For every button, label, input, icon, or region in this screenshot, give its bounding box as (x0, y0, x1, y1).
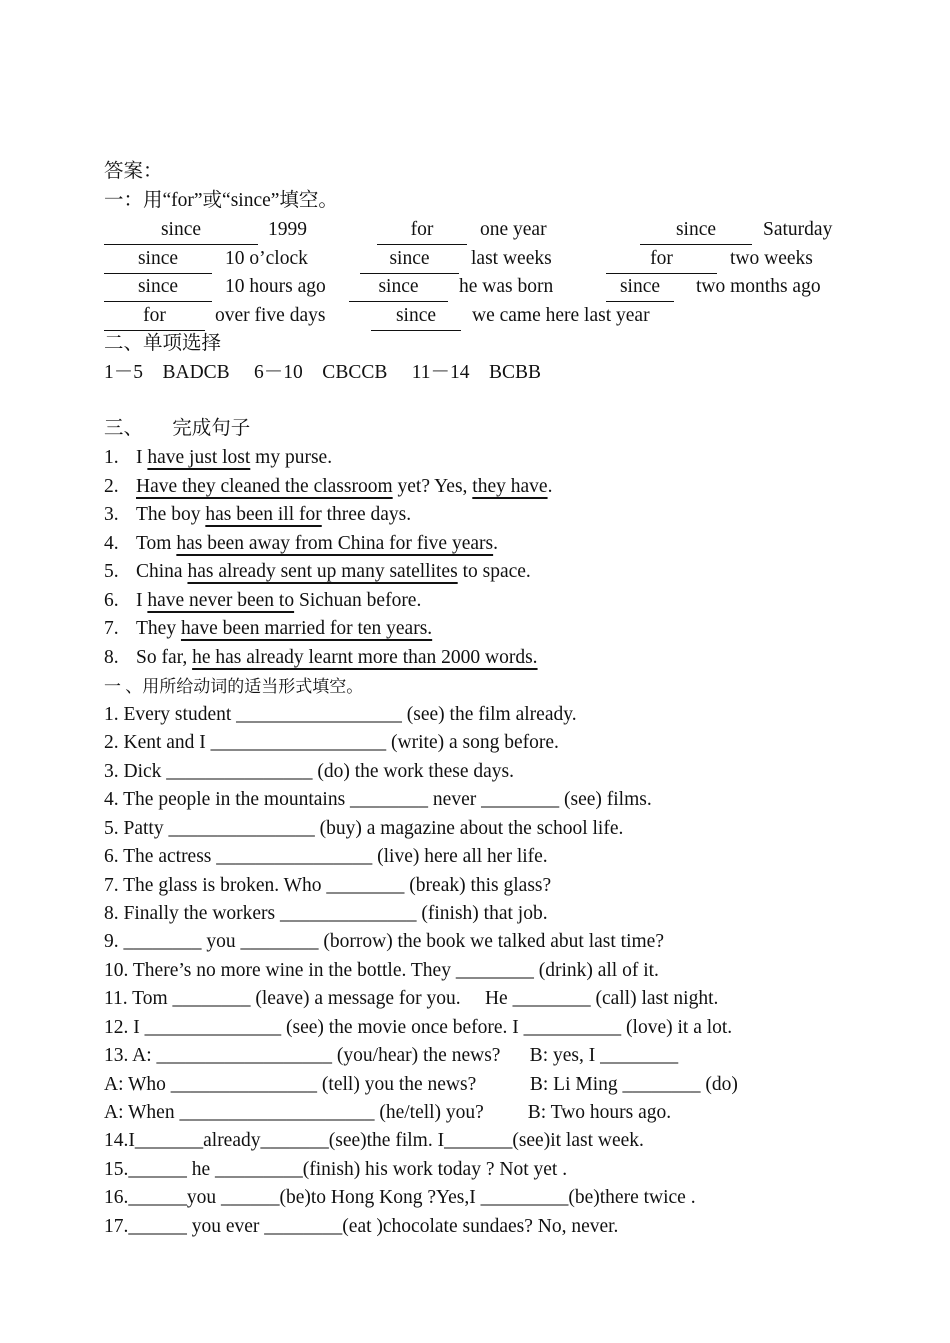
blank-text: we came here last year (472, 305, 650, 326)
fill-blank (371, 304, 461, 331)
sentence-item (104, 475, 552, 503)
section2-answers: 1－5 BADCB 6－10 CBCCB 11－14 BCBB (104, 362, 542, 383)
sentence-text: The boy (136, 504, 206, 525)
exercise-line: 9. ________ you ________ (borrow) the book we talked abut last time? (104, 931, 664, 952)
exercise-line: 8. Finally the workers ______________ (finish) that job. (104, 903, 548, 924)
item-number: 7. (104, 618, 119, 639)
blank-text: two months ago (696, 276, 821, 297)
sentence-text: my purse. (250, 447, 333, 468)
exercise-line: A: Who _______________ (tell) you the news? B: Li Ming ________ (do) (104, 1074, 738, 1095)
item-number: 4. (104, 533, 119, 554)
exercise-line: 15.______ he _________(finish) his work today ? Not yet . (104, 1159, 568, 1180)
exercise-line: 13. A: __________________ (you/hear) the news? B: yes, I ________ (104, 1045, 679, 1066)
exercise-line: 1. Every student _________________ (see) the film already. (104, 704, 577, 725)
exercise-line: A: When ____________________ (he/tell) you? B: Two hours ago. (104, 1102, 672, 1123)
exercise-line: 14.I_______already_______(see)the film. I_______(see)it last week. (104, 1130, 644, 1151)
sentence-item (104, 560, 531, 588)
sentence-text: yet? Yes, (392, 476, 473, 497)
blank-text: two weeks (730, 248, 813, 269)
exercise-line: 12. I ______________ (see) the movie once before. I __________ (love) it a lot. (104, 1017, 733, 1038)
exercise-line: 3. Dick _______________ (do) the work these days. (104, 761, 514, 782)
sentence-item (104, 646, 538, 674)
sentence-text: three days. (321, 504, 412, 525)
blank-answer: since (378, 276, 419, 297)
blank-answer: since (619, 276, 661, 297)
sentence-text: I (136, 590, 148, 611)
exercise-line: 4. The people in the mountains ________ never ________ (see) films. (104, 789, 652, 810)
sentence-text: . (493, 533, 498, 554)
blank-text: over five days (215, 305, 326, 326)
item-number: 6. (104, 590, 119, 611)
exercise-line: 10. There’s no more wine in the bottle. They ________ (drink) all of it. (104, 960, 659, 981)
blank-answer: for (143, 305, 166, 326)
sentence-answer: has been away from China for five years (176, 533, 494, 554)
section3-heading: 三、 完成句子 (104, 418, 251, 439)
blank-text: 10 o’clock (225, 248, 308, 269)
blank-text: 1999 (268, 219, 307, 240)
sentence-text: China (136, 561, 188, 582)
fill-blank (606, 275, 674, 302)
exercise-line: 5. Patty _______________ (buy) a magazine about the school life. (104, 818, 624, 839)
fill-blank (104, 275, 212, 302)
exercise-line: 11. Tom ________ (leave) a message for you. He ________ (call) last night. (104, 988, 719, 1009)
exercise-line: 16.______you ______(be)to Hong Kong ?Yes,I _________(be)there twice . (104, 1187, 696, 1208)
blank-text: 10 hours ago (225, 276, 326, 297)
sentence-text: Sichuan before. (294, 590, 422, 611)
sentence-text: I (136, 447, 148, 468)
blank-answer: since (137, 276, 179, 297)
sentence-text: to space. (457, 561, 531, 582)
fill-blank (606, 247, 717, 274)
section4-heading: 一 、用所给动词的适当形式填空。 (104, 677, 364, 696)
sentence-answer: they have (472, 476, 548, 497)
sentence-answer: have been married for ten years. (180, 618, 433, 639)
blank-text: he was born (459, 276, 554, 297)
blank-answer: since (137, 248, 179, 269)
sentence-item (104, 589, 421, 617)
sentence-item (104, 617, 432, 645)
fill-blank (349, 275, 448, 302)
sentence-answer: Have they cleaned the classroom (136, 476, 393, 497)
blank-text: last weeks (471, 248, 552, 269)
sentence-answer: has already sent up many satellites (187, 561, 458, 582)
sentence-answer: have just lost (147, 447, 251, 468)
exercise-line: 17.______ you ever ________(eat )chocolate sundaes? No, never. (104, 1216, 619, 1237)
blank-answer: for (650, 248, 673, 269)
fill-blank (640, 218, 752, 245)
answer-title: 答案： (104, 161, 163, 182)
exercise-line: 2. Kent and I __________________ (write) a song before. (104, 732, 559, 753)
blank-answer: for (410, 219, 434, 240)
fill-blank (360, 247, 459, 274)
item-number: 2. (104, 476, 119, 497)
blank-answer: since (395, 305, 437, 326)
sentence-item (104, 446, 332, 474)
sentence-text: They (136, 618, 181, 639)
blank-text: one year (480, 219, 547, 240)
sentence-answer: he has already learnt more than 2000 words. (192, 647, 538, 668)
fill-blank (377, 218, 467, 245)
section1-heading: 一：用“for”或“since”填空。 (104, 190, 338, 211)
sentence-answer: has been ill for (205, 504, 322, 525)
item-number: 1. (104, 447, 119, 468)
exercise-line: 6. The actress ________________ (live) here all her life. (104, 846, 548, 867)
exercise-line: 7. The glass is broken. Who ________ (break) this glass? (104, 875, 552, 896)
item-number: 3. (104, 504, 119, 525)
blank-answer: since (160, 219, 202, 240)
sentence-answer: have never been to (147, 590, 295, 611)
blank-text: Saturday (763, 219, 833, 240)
item-number: 8. (104, 647, 119, 668)
sentence-item (104, 503, 411, 531)
item-number: 5. (104, 561, 119, 582)
fill-blank (104, 218, 258, 245)
fill-blank (104, 247, 212, 274)
blank-answer: since (389, 248, 430, 269)
sentence-text: Tom (136, 533, 177, 554)
sentence-text: So far, (136, 647, 193, 668)
sentence-item (104, 532, 498, 560)
sentence-text: . (547, 476, 553, 497)
fill-blank (104, 304, 205, 331)
blank-answer: since (675, 219, 717, 240)
section2-heading: 二、单项选择 (104, 333, 222, 354)
